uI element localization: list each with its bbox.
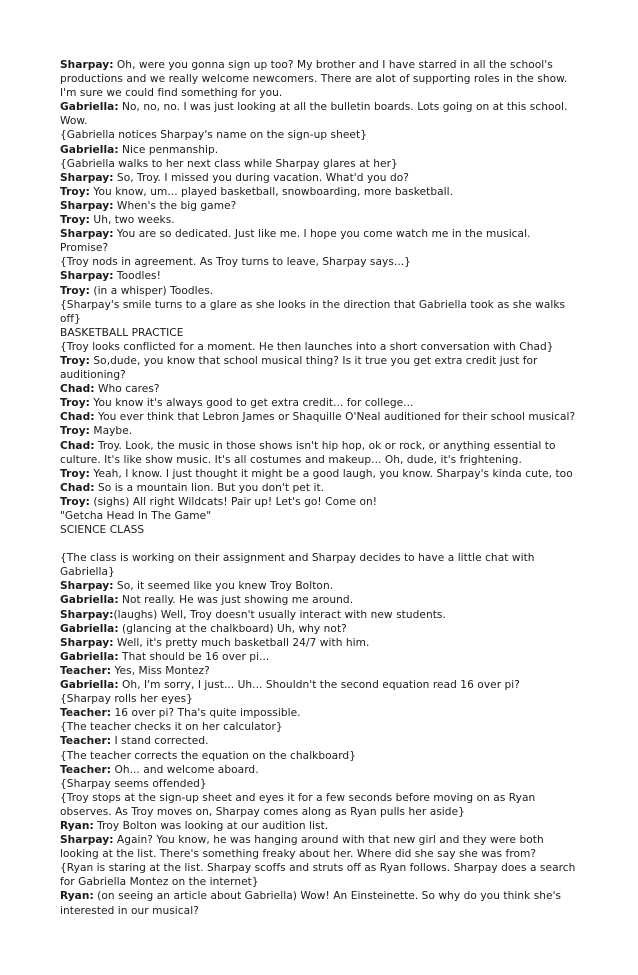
dialogue-text: (in a whisper) Toodles.	[89, 284, 214, 297]
dialogue-text: Maybe.	[89, 425, 133, 438]
dialogue-line	[60, 495, 580, 509]
speaker-name: Chad:	[60, 383, 95, 396]
speaker-name: Troy:	[60, 284, 90, 297]
stage-direction: {The class is working on their assignment and Sharpay decides to have a little chat with Gabriella}	[60, 552, 535, 579]
speaker-name: Troy:	[60, 467, 90, 480]
speaker-name: Gabriella:	[60, 679, 119, 692]
speaker-name: Teacher:	[60, 735, 112, 748]
speaker-name: Sharpay:	[60, 636, 114, 649]
stage-direction: {Troy stops at the sign-up sheet and eyes it for a few seconds before moving on as Ryan observes. As Troy moves on, Sharpay comes along as Ryan pulls her aside}	[60, 791, 536, 818]
speaker-name: Troy:	[60, 397, 90, 410]
dialogue-line	[60, 100, 580, 128]
speaker-name: Troy:	[60, 185, 90, 198]
dialogue-text: Who cares?	[94, 383, 160, 396]
speaker-name: Ryan:	[60, 819, 94, 832]
stage-direction: {Gabriella notices Sharpay's name on the sign-up sheet}	[60, 129, 367, 142]
dialogue-line	[60, 382, 580, 396]
dialogue-text: Oh, were you gonna sign up too? My brother and I have starred in all the school's productions and we really welcome newcomers. There are alot of supporting roles in the show. I'm sure we could find something for you.	[60, 59, 568, 100]
speaker-name: Gabriella:	[60, 594, 119, 607]
dialogue-text: Yes, Miss Montez?	[111, 664, 210, 677]
speaker-name: Sharpay:	[60, 580, 114, 593]
speaker-name: Teacher:	[60, 664, 112, 677]
stage-direction: {Ryan is staring at the list. Sharpay scoffs and struts off as Ryan follows. Sharpay does a search for Gabriella Montez on the internet}	[60, 862, 576, 889]
speaker-name: Gabriella:	[60, 101, 119, 114]
dialogue-line	[60, 664, 580, 678]
speaker-name: Sharpay:	[60, 199, 114, 212]
dialogue-text: So, Troy. I missed you during vacation. What'd you do?	[113, 171, 409, 184]
dialogue-line	[60, 410, 580, 424]
dialogue-line	[60, 763, 580, 777]
dialogue-line	[60, 833, 580, 861]
dialogue-text: When's the big game?	[113, 199, 237, 212]
dialogue-line	[60, 185, 580, 199]
dialogue-text: That should be 16 over pi...	[118, 650, 270, 663]
speaker-name: Gabriella:	[60, 143, 119, 156]
dialogue-line	[60, 481, 580, 495]
speaker-name: Chad:	[60, 481, 95, 494]
dialogue-line	[60, 819, 580, 833]
stage-direction: {Troy nods in agreement. As Troy turns to leave, Sharpay says...}	[60, 256, 411, 269]
speaker-name: Sharpay:	[60, 834, 114, 847]
stage-direction: {The teacher checks it on her calculator}	[60, 721, 283, 734]
dialogue-line	[60, 678, 580, 692]
dialogue-text: Not really. He was just showing me around.	[118, 594, 354, 607]
dialogue-text: So,dude, you know that school musical thing? Is it true you get extra credit just for auditioning?	[60, 354, 538, 382]
stage-direction: {Sharpay's smile turns to a glare as she looks in the direction that Gabriella took as she walks off}	[60, 298, 566, 325]
dialogue-text: 16 over pi? Tha's quite impossible.	[111, 707, 301, 720]
dialogue-text: (sighs) All right Wildcats! Pair up! Let's go! Come on!	[89, 495, 378, 508]
stage-direction: {Troy looks conflicted for a moment. He then launches into a short conversation with Chad}	[60, 340, 554, 353]
scene-heading: SCIENCE CLASS	[60, 524, 145, 537]
blank-line	[60, 537, 580, 551]
dialogue-line	[60, 213, 580, 227]
dialogue-text: Yeah, I know. I just thought it might be a good laugh, you know. Sharpay's kinda cute, too	[89, 467, 573, 480]
speaker-name: Sharpay:	[60, 59, 114, 71]
dialogue-text: You are so dedicated. Just like me. I hope you come watch me in the musical. Promise?	[60, 228, 531, 255]
dialogue-line	[60, 889, 580, 917]
dialogue-text: So, it seemed like you knew Troy Bolton.	[113, 580, 334, 593]
speaker-name: Gabriella:	[60, 650, 119, 663]
dialogue-line	[60, 171, 580, 185]
dialogue-text: Nice penmanship.	[118, 143, 219, 156]
scene-heading: BASKETBALL PRACTICE	[60, 326, 184, 339]
dialogue-line	[60, 354, 580, 382]
dialogue-text: (laughs) Well, Troy doesn't usually interact with new students.	[113, 608, 446, 621]
dialogue-text: Again? You know, he was hanging around with that new girl and they were both looking at the list. There's something freaky about her. Where did she say she was from?	[60, 834, 544, 861]
dialogue-line	[60, 593, 580, 607]
dialogue-line	[60, 622, 580, 636]
speaker-name: Sharpay:	[60, 228, 114, 241]
speaker-name: Chad:	[60, 439, 95, 452]
speaker-name: Troy:	[60, 354, 90, 367]
speaker-name: Teacher:	[60, 707, 112, 720]
speaker-name: Sharpay:	[60, 608, 114, 621]
dialogue-line	[60, 734, 580, 748]
dialogue-line	[60, 58, 580, 100]
speaker-name: Sharpay:	[60, 171, 114, 184]
dialogue-text: (glancing at the chalkboard) Uh, why not?	[118, 622, 347, 635]
speaker-name: Chad:	[60, 411, 95, 424]
speaker-name: Sharpay:	[60, 270, 114, 283]
speaker-name: Troy:	[60, 495, 90, 508]
dialogue-line	[60, 424, 580, 438]
dialogue-text: You ever think that Lebron James or Shaquille O'Neal auditioned for their school musical?	[94, 411, 576, 424]
dialogue-text: No, no, no. I was just looking at all the bulletin boards. Lots going on at this school. Wow.	[60, 101, 568, 128]
stage-direction: {Sharpay rolls her eyes}	[60, 693, 193, 706]
dialogue-text: Troy. Look, the music in those shows isn't hip hop, ok or rock, or anything essential to culture. It's like show music. It's all costumes and makeup... Oh, dude, it's frightening.	[60, 439, 556, 466]
dialogue-line	[60, 439, 580, 467]
dialogue-line	[60, 199, 580, 213]
dialogue-line	[60, 227, 580, 255]
dialogue-text: Toodles!	[113, 270, 161, 283]
dialogue-line	[60, 636, 580, 650]
speaker-name: Teacher:	[60, 763, 112, 776]
dialogue-line	[60, 579, 580, 593]
dialogue-line	[60, 396, 580, 410]
dialogue-line	[60, 608, 580, 622]
dialogue-text: You know it's always good to get extra credit... for college...	[89, 397, 414, 410]
script-text	[60, 58, 580, 918]
dialogue-text: You know, um... played basketball, snowboarding, more basketball.	[89, 185, 454, 198]
speaker-name: Troy:	[60, 425, 90, 438]
speaker-name: Gabriella:	[60, 622, 119, 635]
dialogue-line	[60, 269, 580, 283]
dialogue-line	[60, 284, 580, 298]
stage-direction: {Gabriella walks to her next class while Sharpay glares at her}	[60, 157, 398, 170]
dialogue-text: I stand corrected.	[111, 735, 209, 748]
speaker-name: Ryan:	[60, 890, 94, 903]
dialogue-text: Oh, I'm sorry, I just... Uh... Shouldn't the second equation read 16 over pi?	[118, 679, 520, 692]
dialogue-text: (on seeing an article about Gabriella) Wow! An Einsteinette. So why do you think she's interested in our musical?	[60, 890, 562, 917]
stage-direction: {Sharpay seems offended}	[60, 777, 207, 790]
stage-direction: {The teacher corrects the equation on the chalkboard}	[60, 749, 356, 762]
scene-heading: "Getcha Head In The Game"	[60, 510, 212, 522]
dialogue-text: Uh, two weeks.	[89, 214, 175, 227]
dialogue-line	[60, 143, 580, 157]
speaker-name: Troy:	[60, 214, 90, 227]
dialogue-text: So is a mountain lion. But you don't pet it.	[94, 481, 325, 494]
dialogue-text: Oh... and welcome aboard.	[111, 763, 259, 776]
dialogue-text: Well, it's pretty much basketball 24/7 with him.	[113, 636, 370, 649]
dialogue-line	[60, 650, 580, 664]
dialogue-text: Troy Bolton was looking at our audition list.	[93, 819, 329, 832]
dialogue-line	[60, 706, 580, 720]
dialogue-line	[60, 467, 580, 481]
